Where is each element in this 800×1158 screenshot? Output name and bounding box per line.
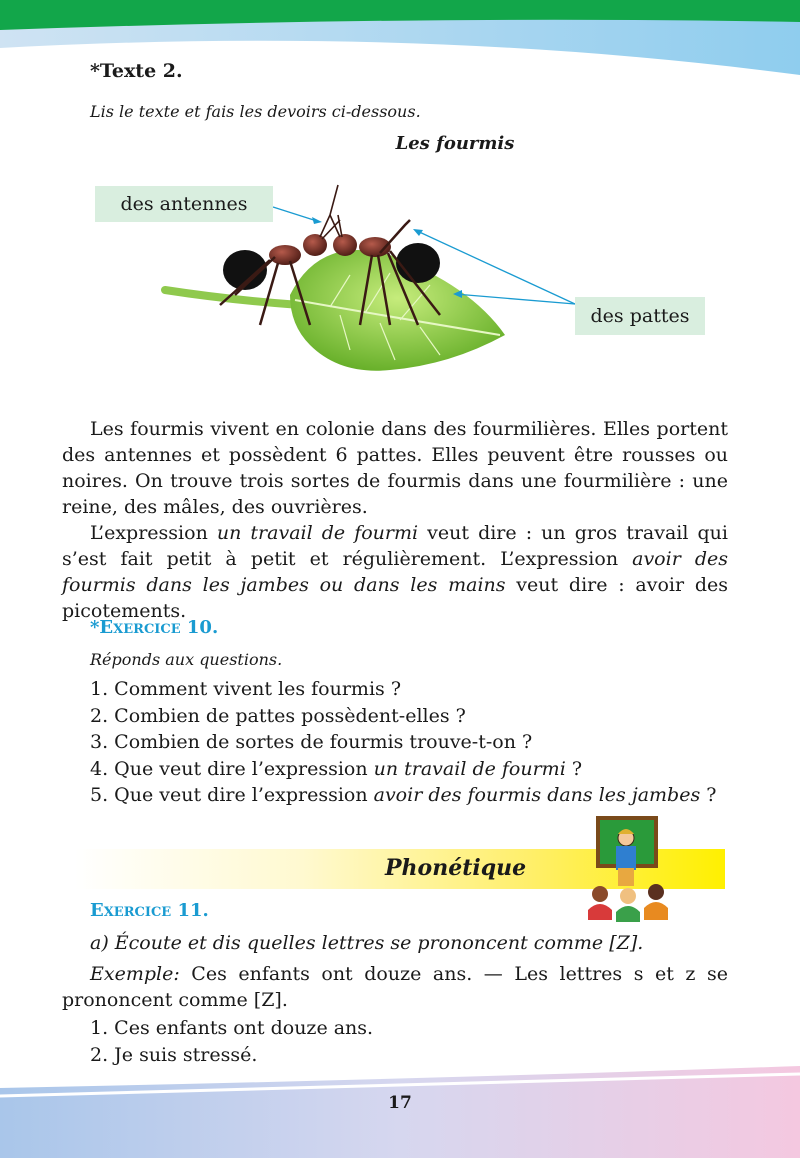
question-4 [90,756,750,783]
part-a-end: ]. [629,932,644,954]
text-body [62,416,728,624]
q4-part-c: ? [565,757,583,780]
exemple-block [62,961,728,1013]
q5-expression: avoir des fourmis dans les jambes [373,784,701,806]
question-2: 2. Combien de pattes possèdent-elles ? [90,704,466,727]
question-3: 3. Combien de sortes de fourmis trouve-t-on ? [90,731,533,753]
exemple-line [62,961,728,1013]
p2-part-a: L’expression [90,522,217,544]
question-1: 1. Comment vivent les fourmis ? [90,678,402,700]
q4-part-a: 4. Que veut dire l’expression [90,757,374,780]
label-pattes: des pattes [575,297,705,335]
texte-title: *Texte 2. [90,60,183,82]
label-antennes: des antennes [95,186,273,222]
exemple-label: Exemple: [90,963,180,985]
phonetique-title: Phonétique [385,855,527,881]
teacher-students-icon [580,812,675,924]
page-number: 17 [388,1093,412,1113]
exercice-11-instruction [62,930,728,956]
exercice-11-heading [90,900,209,921]
exemple-text: Ces enfants ont douze ans. — Les lettres s et z se prononcent comme [Z]. [62,963,728,1011]
part-a-label: a [90,932,102,954]
item-2: 2. Je suis stressé. [90,1043,258,1066]
paragraph-2 [62,520,728,624]
q5-part-a: 5. Que veut dire l’expression [90,784,374,806]
question-list [90,676,750,809]
item-1: 1. Ces enfants ont douze ans. [90,1017,374,1039]
story-title: Les fourmis [395,133,515,154]
p2-part-e: veut dire : avoir des picotements. [62,574,728,622]
p2-part-c: veut dire : un gros travail qui s’est fait petit à petit et régulièrement. L’expression [62,522,728,570]
exercice-10-heading [90,617,218,638]
paragraph-1: Les fourmis vivent en colonie dans des fourmilières. Elles portent des antennes et possèdent 6 pattes. Elles peuvent être rousses ou noires. On trouve trois sortes de fourmis dans une fourmilière : une reine, des mâles, des ouvrières. [62,418,728,518]
exercice-10-instruction: Réponds aux questions. [90,650,283,669]
q5-part-c: ? [700,784,717,806]
exercice-11-title: Exercice 11. [90,900,209,921]
part-a-text: ) Écoute et dis quelles lettres se prononcent comme [ [101,932,617,954]
question-5 [90,782,750,809]
p2-expression-1: un travail de fourmi [216,522,419,544]
p2-expression-2: avoir des fourmis dans les jambes ou dans les mains [62,548,729,596]
texte-instruction: Lis le texte et fais les devoirs ci-dessous. [90,102,421,121]
exercice-10-star: * [90,617,100,638]
q4-expression: un travail de fourmi [373,757,566,780]
part-a-phoneme: Z [616,932,630,954]
exercice-10-title: Exercice 10. [99,617,219,638]
